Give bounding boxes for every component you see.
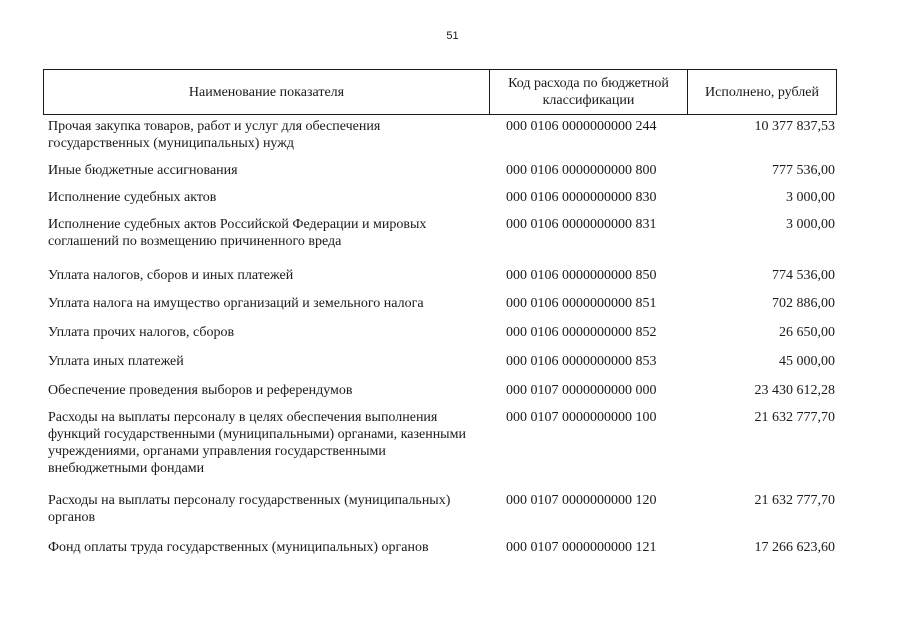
row-code: 000 0106 0000000000 831 — [506, 217, 657, 232]
table-row — [43, 267, 837, 284]
row-amount: 3 000,00 — [786, 190, 835, 205]
row-code: 000 0106 0000000000 853 — [506, 354, 657, 369]
table-row — [43, 295, 837, 312]
row-name: Обеспечение проведения выборов и референдумов — [48, 383, 353, 398]
table-row — [43, 353, 837, 370]
page-number: 51 — [446, 30, 459, 42]
table-row — [43, 216, 837, 250]
row-amount: 17 266 623,60 — [754, 540, 835, 555]
header-amount: Исполнено, рублей — [705, 84, 819, 100]
row-amount: 774 536,00 — [772, 268, 835, 283]
table-header — [43, 69, 837, 115]
row-amount: 10 377 837,53 — [754, 119, 835, 134]
table-row — [43, 492, 837, 526]
table-row — [43, 118, 837, 152]
row-amount: 21 632 777,70 — [754, 493, 835, 508]
row-name: Исполнение судебных актов — [48, 190, 217, 205]
row-amount: 3 000,00 — [786, 217, 835, 232]
row-code: 000 0106 0000000000 244 — [506, 119, 657, 134]
row-code: 000 0106 0000000000 850 — [506, 268, 657, 283]
table-row — [43, 189, 837, 206]
row-amount: 702 886,00 — [772, 296, 835, 311]
row-name: Расходы на выплаты персоналу государственных (муниципальных) органов — [48, 493, 451, 525]
table-row — [43, 539, 837, 556]
row-amount: 21 632 777,70 — [754, 410, 835, 425]
header-code: Код расхода по бюджетной классификации — [490, 70, 688, 114]
row-code: 000 0106 0000000000 851 — [506, 296, 657, 311]
row-name: Прочая закупка товаров, работ и услуг для обеспечения государственных (муниципальных) нужд — [48, 119, 381, 151]
row-code: 000 0106 0000000000 800 — [506, 163, 657, 178]
table-row — [43, 409, 837, 477]
row-name: Уплата налога на имущество организаций и земельного налога — [48, 296, 424, 311]
row-code: 000 0106 0000000000 852 — [506, 325, 657, 340]
row-name: Уплата прочих налогов, сборов — [48, 325, 235, 340]
row-code: 000 0106 0000000000 830 — [506, 190, 657, 205]
row-name: Иные бюджетные ассигнования — [48, 163, 238, 178]
table-row — [43, 382, 837, 399]
row-amount: 45 000,00 — [779, 354, 835, 369]
row-code: 000 0107 0000000000 121 — [506, 540, 657, 555]
row-amount: 777 536,00 — [772, 163, 835, 178]
table-row — [43, 324, 837, 341]
header-name: Наименование показателя — [44, 70, 490, 114]
row-code: 000 0107 0000000000 000 — [506, 383, 657, 398]
row-name: Фонд оплаты труда государственных (муниципальных) органов — [48, 540, 429, 555]
row-name: Расходы на выплаты персоналу в целях обеспечения выполнения функций государственными (муниципальными) органами, казенными учреждениями, органами управления государственными внебюджетными фондами — [48, 410, 466, 476]
row-amount: 26 650,00 — [779, 325, 835, 340]
table-row — [43, 162, 837, 179]
row-amount: 23 430 612,28 — [754, 383, 835, 398]
row-code: 000 0107 0000000000 100 — [506, 410, 657, 425]
row-name: Исполнение судебных актов Российской Федерации и мировых соглашений по возмещению причиненного вреда — [48, 217, 427, 249]
row-name: Уплата иных платежей — [48, 354, 184, 369]
row-code: 000 0107 0000000000 120 — [506, 493, 657, 508]
row-name: Уплата налогов, сборов и иных платежей — [48, 268, 294, 283]
